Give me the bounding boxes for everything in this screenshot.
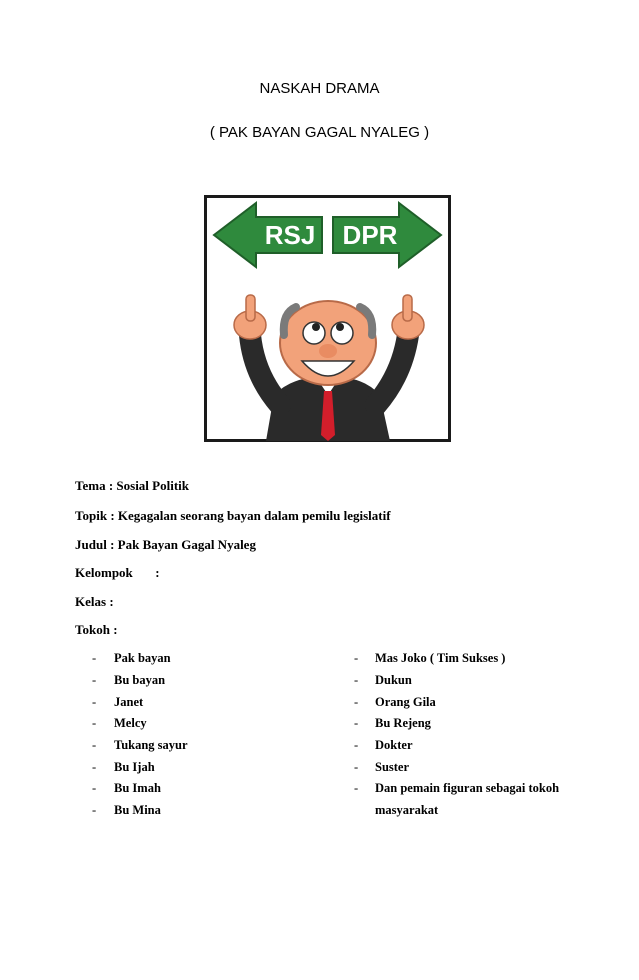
list-bullet: - bbox=[92, 673, 97, 687]
sign-left-label: RSJ bbox=[264, 220, 316, 250]
cast-item: Dan pemain figuran sebagai tokoh bbox=[375, 781, 560, 795]
kelompok-label: Kelompok bbox=[75, 565, 133, 580]
list-bullet: - bbox=[92, 716, 97, 730]
cast-item: Orang Gila bbox=[375, 695, 436, 709]
tema-value: : Sosial Politik bbox=[108, 478, 190, 493]
cast-item: masyarakat bbox=[375, 803, 439, 817]
kelas-label: Kelas bbox=[75, 594, 107, 609]
list-bullet: - bbox=[92, 651, 97, 665]
list-bullet: - bbox=[92, 738, 97, 752]
cast-item: Bu Mina bbox=[114, 803, 161, 817]
cartoon-man-signs-image bbox=[204, 195, 451, 442]
list-bullet: - bbox=[92, 781, 97, 795]
judul-label: Judul bbox=[75, 537, 107, 552]
tema-label: Tema bbox=[75, 478, 106, 493]
topik-label: Topik bbox=[75, 508, 108, 523]
list-bullet: - bbox=[354, 716, 359, 730]
cast-item: Tukang sayur bbox=[114, 738, 188, 752]
cast-item: Dukun bbox=[375, 673, 412, 687]
list-bullet: - bbox=[92, 695, 97, 709]
list-bullet: - bbox=[354, 760, 359, 774]
judul-value: : Pak Bayan Gagal Nyaleg bbox=[110, 537, 256, 552]
cast-item: Bu Rejeng bbox=[375, 716, 431, 730]
sign-right-label: DPR bbox=[342, 220, 398, 250]
cast-item: Melcy bbox=[114, 716, 147, 730]
meta-tema bbox=[75, 478, 189, 494]
list-bullet: - bbox=[354, 781, 359, 795]
cast-item: Suster bbox=[375, 760, 410, 774]
list-bullet: - bbox=[92, 803, 97, 817]
cover-illustration bbox=[204, 195, 451, 442]
list-bullet: - bbox=[354, 651, 359, 665]
cast-item: Bu bayan bbox=[114, 673, 166, 687]
topik-value: : Kegagalan seorang bayan dalam pemilu legislatif bbox=[110, 508, 391, 523]
cast-item: Dokter bbox=[375, 738, 413, 752]
tokoh-label: Tokoh : bbox=[75, 622, 118, 637]
cast-item: Bu Imah bbox=[114, 781, 161, 795]
meta-judul bbox=[75, 537, 256, 553]
list-bullet: - bbox=[92, 760, 97, 774]
document-title: NASKAH DRAMA bbox=[259, 80, 380, 97]
kelompok-value: : bbox=[155, 565, 160, 580]
list-bullet: - bbox=[354, 673, 359, 687]
cast-item: Mas Joko ( Tim Sukses ) bbox=[375, 651, 506, 665]
list-bullet: - bbox=[354, 695, 359, 709]
cast-item: Janet bbox=[114, 695, 144, 709]
meta-kelompok bbox=[75, 565, 160, 581]
cast-item: Pak bayan bbox=[114, 651, 171, 665]
cast-item: Bu Ijah bbox=[114, 760, 155, 774]
document-subtitle: ( PAK BAYAN GAGAL NYALEG ) bbox=[209, 124, 430, 141]
kelas-value: : bbox=[109, 594, 114, 609]
meta-kelas bbox=[75, 594, 114, 610]
meta-topik bbox=[75, 508, 391, 524]
list-bullet: - bbox=[354, 738, 359, 752]
